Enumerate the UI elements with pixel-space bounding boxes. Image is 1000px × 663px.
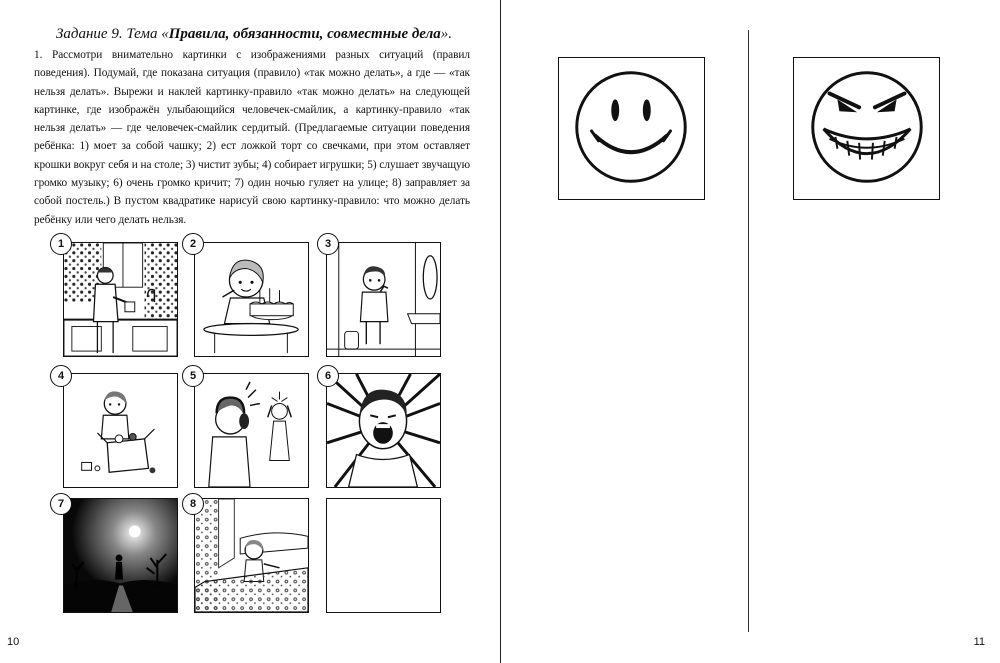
angry-smiley-icon bbox=[794, 58, 939, 199]
picture-number-badge: 8 bbox=[182, 493, 204, 515]
happy-smiley-icon bbox=[559, 58, 704, 199]
task-title: Задание 9. Тема «Правила, обязанности, совместные дела». bbox=[55, 26, 453, 42]
empty-drawing-square[interactable] bbox=[326, 498, 441, 613]
task-topic: Правила, обязанности, совместные дела bbox=[168, 26, 441, 42]
page-divider-line bbox=[748, 30, 749, 632]
happy-smiley-box[interactable] bbox=[558, 57, 705, 200]
task-instructions: 1. Рассмотри внимательно картинки с изображениями разных ситуаций (правил поведения). Подумай, где показана ситуация (правило) «так можно делать», а где — «так нельзя делать». Вырежи и наклей картинку-правило «так можно делать» на следующей картинке, где изображён улыбающийся человечек-смайлик, а картинку-правило «так нельзя делать» — где человечек-смайлик сердитый. (Предлагаемые ситуации поведения ребёнка: 1) моет за собой чашку; 2) ест ложкой торт со свечками, при этом оставляет крошки вокруг себя и на столе; 3) чистит зубы; 4) собирает игрушки; 5) слушает звучащую громко музыку; 6) очень громко кричит; 7) один ночью гуляет на улице; 8) заправляет за собой постель.) В пустом квадратике нарисуй свою картинку-правило: что можно делать ребёнку или чего делать нельзя. bbox=[34, 49, 470, 226]
picture-collecting-toys[interactable] bbox=[63, 373, 178, 488]
picture-brushing-teeth[interactable] bbox=[326, 242, 441, 357]
angry-smiley-box[interactable] bbox=[793, 57, 940, 200]
picture-number-badge: 5 bbox=[182, 365, 204, 387]
picture-number-badge: 6 bbox=[317, 365, 339, 387]
picture-loud-music[interactable] bbox=[194, 373, 309, 488]
page-number: 11 bbox=[973, 636, 985, 648]
picture-number-badge: 7 bbox=[50, 493, 72, 515]
page-number: 10 bbox=[7, 636, 20, 648]
picture-number-badge: 2 bbox=[182, 233, 204, 255]
picture-night-walk[interactable] bbox=[63, 498, 178, 613]
picture-washing-cup[interactable] bbox=[63, 242, 178, 357]
picture-number-badge: 4 bbox=[50, 365, 72, 387]
picture-eating-cake[interactable] bbox=[194, 242, 309, 357]
picture-number-badge: 3 bbox=[317, 233, 339, 255]
picture-screaming[interactable] bbox=[326, 373, 441, 488]
picture-making-bed[interactable] bbox=[194, 498, 309, 613]
picture-number-badge: 1 bbox=[50, 233, 72, 255]
